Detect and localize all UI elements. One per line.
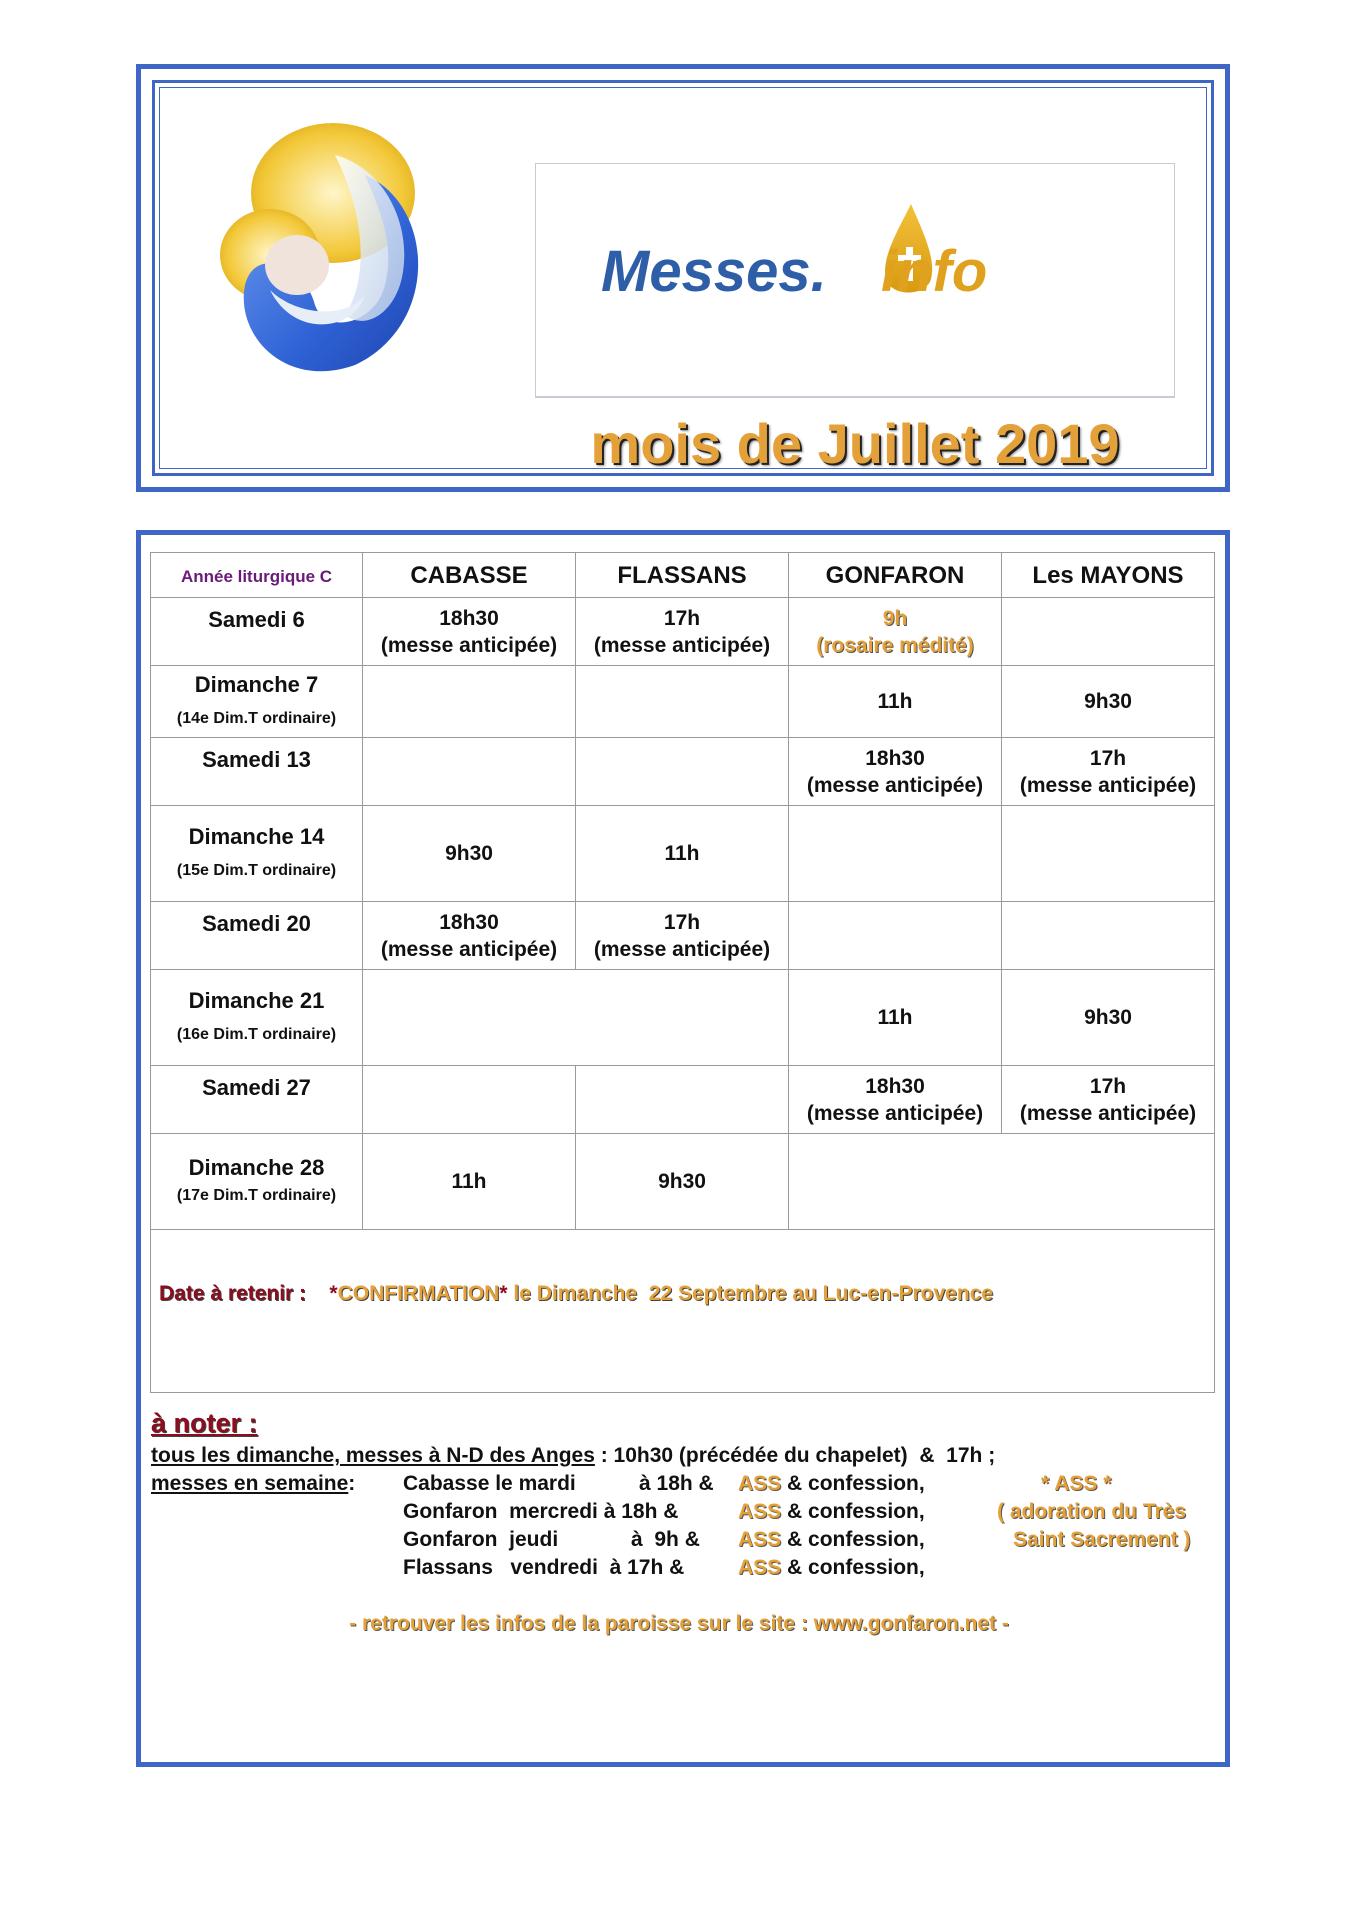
day-cell xyxy=(151,666,363,738)
day-name: Samedi 20 xyxy=(202,911,311,936)
schedule-cell xyxy=(1002,970,1215,1066)
ass-legend-line: Saint Sacrement ) xyxy=(1013,1528,1191,1551)
mass-note: (rosaire médité) xyxy=(816,633,974,657)
table-row xyxy=(151,598,1215,666)
date-note-rest: le Dimanche 22 Septembre au Luc-en-Provence xyxy=(507,1282,994,1305)
day-cell xyxy=(151,970,363,1066)
weekday-row xyxy=(738,1500,925,1524)
day-cell xyxy=(151,1066,363,1134)
sunday-note xyxy=(151,1444,995,1468)
schedule-cell xyxy=(363,738,576,806)
table-row xyxy=(151,666,1215,738)
brand-row xyxy=(536,164,1174,324)
table-row xyxy=(151,1066,1215,1134)
ass-badge: ASS xyxy=(738,1500,782,1523)
brand-box xyxy=(535,163,1175,475)
schedule-cell xyxy=(576,806,789,902)
day-name: Samedi 6 xyxy=(208,607,305,632)
weekday-row xyxy=(403,1472,576,1496)
weekday-time: à 18h & xyxy=(639,1472,714,1495)
day-cell xyxy=(151,598,363,666)
date-note-row xyxy=(151,1230,1215,1393)
weekday-row xyxy=(403,1500,678,1524)
ass-badge: ASS xyxy=(738,1528,782,1551)
mass-note: (messe anticipée) xyxy=(593,633,771,657)
weekday-row xyxy=(738,1556,925,1580)
mass-time: 9h xyxy=(882,606,908,630)
schedule-cell xyxy=(789,738,1002,806)
ass-legend-line: ( adoration du Très xyxy=(997,1500,1187,1523)
schedule-cell xyxy=(1002,902,1215,970)
schedule-cell xyxy=(576,1066,789,1134)
schedule-cell xyxy=(363,598,576,666)
schedule-cell xyxy=(789,1066,1002,1134)
weekday-place: Cabasse le mardi xyxy=(403,1472,576,1495)
header-inner-frame xyxy=(152,80,1214,476)
month-row xyxy=(536,396,1174,496)
weekday-place: Flassans vendredi à 17h & xyxy=(403,1556,685,1579)
brand-suffix-text: info xyxy=(881,239,988,304)
messes-info-logo xyxy=(596,199,1036,304)
mass-note: (messe anticipée) xyxy=(806,773,984,797)
mass-time: 18h30 xyxy=(439,910,499,934)
date-note xyxy=(159,1280,1206,1307)
weekday-colon: : xyxy=(348,1472,356,1495)
notes-title xyxy=(151,1408,258,1439)
date-note-star-close: * xyxy=(499,1282,508,1305)
parish-website-note: - retrouver les infos de la paroisse sur le site : www.gonfaron.net - xyxy=(349,1612,1009,1635)
schedule-cell xyxy=(363,902,576,970)
date-note-star-open: * xyxy=(329,1282,338,1305)
schedule-cell xyxy=(576,738,789,806)
mass-time: 9h30 xyxy=(1084,1006,1132,1029)
day-name: Dimanche 14 xyxy=(188,824,325,849)
schedule-cell xyxy=(363,1066,576,1134)
date-note-event: CONFIRMATION xyxy=(337,1282,500,1305)
weekday-rest: & confession, xyxy=(787,1556,925,1579)
mass-time: 9h30 xyxy=(1084,690,1132,713)
weekday-label-line xyxy=(151,1472,355,1496)
day-name: Dimanche 7 xyxy=(194,672,319,697)
weekday-place: Gonfaron mercredi à 18h & xyxy=(403,1500,679,1523)
weekday-label: messes en semaine xyxy=(151,1472,349,1495)
liturgical-sunday: (16e Dim.T ordinaire) xyxy=(176,1026,337,1043)
weekday-time: à 9h & xyxy=(631,1528,700,1551)
schedule-cell xyxy=(363,970,789,1066)
day-name: Dimanche 21 xyxy=(188,988,325,1013)
mass-note: (messe anticipée) xyxy=(1019,1101,1197,1125)
schedule-cell xyxy=(576,666,789,738)
virgin-mary-logo xyxy=(215,115,435,375)
liturgical-sunday: (17e Dim.T ordinaire) xyxy=(176,1187,337,1204)
mass-time: 17h xyxy=(663,910,701,934)
weekday-row xyxy=(639,1472,714,1496)
mass-time: 18h30 xyxy=(865,746,925,770)
schedule-cell xyxy=(789,902,1002,970)
schedule-cell xyxy=(1002,666,1215,738)
day-cell xyxy=(151,1134,363,1230)
weekday-row xyxy=(403,1528,558,1552)
mass-time: 17h xyxy=(1089,746,1127,770)
table-header-row xyxy=(151,553,1215,598)
mass-time: 11h xyxy=(877,1006,913,1029)
day-name: Samedi 13 xyxy=(202,747,311,772)
sunday-text: : 10h30 (précédée du chapelet) & 17h ; xyxy=(594,1444,996,1467)
schedule-cell xyxy=(1002,598,1215,666)
mass-note: (messe anticipée) xyxy=(380,937,558,961)
day-name: Samedi 27 xyxy=(202,1075,311,1100)
mass-note: (messe anticipée) xyxy=(1019,773,1197,797)
schedule-cell xyxy=(576,902,789,970)
table-row xyxy=(151,738,1215,806)
ass-badge: ASS xyxy=(738,1472,782,1495)
schedule-cell xyxy=(1002,806,1215,902)
mass-note: (messe anticipée) xyxy=(593,937,771,961)
schedule-cell xyxy=(363,666,576,738)
mass-note: (messe anticipée) xyxy=(380,633,558,657)
column-header: CABASSE xyxy=(363,553,576,598)
table-row xyxy=(151,970,1215,1066)
schedule-cell xyxy=(789,666,1002,738)
schedule-cell xyxy=(789,806,1002,902)
column-header: GONFARON xyxy=(789,553,1002,598)
table-row xyxy=(151,1134,1215,1230)
notes-title-text: à noter : xyxy=(151,1408,258,1438)
weekday-place: Gonfaron jeudi xyxy=(403,1528,559,1551)
mass-time: 9h30 xyxy=(445,842,493,865)
mass-time: 17h xyxy=(663,606,701,630)
schedule-cell xyxy=(363,806,576,902)
schedule-cell xyxy=(789,970,1002,1066)
mass-time: 11h xyxy=(664,842,700,865)
date-note-label: Date à retenir : xyxy=(159,1282,307,1305)
schedule-cell xyxy=(789,598,1002,666)
mass-time: 11h xyxy=(451,1170,487,1193)
weekday-row xyxy=(738,1528,925,1552)
weekday-rest: & confession, xyxy=(787,1500,925,1523)
ass-legend-title: * ASS * xyxy=(1041,1472,1112,1495)
schedule-cell xyxy=(1002,1066,1215,1134)
table-row xyxy=(151,806,1215,902)
mass-time: 17h xyxy=(1089,1074,1127,1098)
mass-schedule-table xyxy=(150,552,1215,1393)
day-cell xyxy=(151,738,363,806)
column-header: Les MAYONS xyxy=(1002,553,1215,598)
weekday-row xyxy=(631,1528,700,1552)
schedule-cell xyxy=(789,1134,1215,1230)
table-row xyxy=(151,902,1215,970)
day-cell xyxy=(151,902,363,970)
mass-time: 9h30 xyxy=(658,1170,706,1193)
liturgical-sunday: (14e Dim.T ordinaire) xyxy=(176,710,337,727)
sunday-label: tous les dimanche, messes à N-D des Anges xyxy=(151,1444,595,1467)
mass-time: 18h30 xyxy=(439,606,499,630)
liturgical-sunday: (15e Dim.T ordinaire) xyxy=(176,862,337,879)
liturgical-year-label: Année liturgique C xyxy=(180,566,333,586)
ass-badge: ASS xyxy=(738,1556,782,1579)
header-frame xyxy=(136,64,1230,492)
day-name: Dimanche 28 xyxy=(188,1155,325,1180)
weekday-rest: & confession, xyxy=(787,1528,925,1551)
date-note-cell xyxy=(151,1230,1215,1393)
mass-note: (messe anticipée) xyxy=(806,1101,984,1125)
weekday-row xyxy=(403,1556,684,1580)
weekday-row xyxy=(738,1472,925,1496)
mass-time: 18h30 xyxy=(865,1074,925,1098)
schedule-cell xyxy=(576,1134,789,1230)
month-title: mois de Juillet 2019 xyxy=(590,412,1120,475)
schedule-cell xyxy=(363,1134,576,1230)
liturgical-year-cell xyxy=(151,553,363,598)
mass-time: 11h xyxy=(877,690,913,713)
schedule-cell xyxy=(576,598,789,666)
brand-main-text: Messes. xyxy=(601,239,827,304)
day-cell xyxy=(151,806,363,902)
weekday-rest: & confession, xyxy=(787,1472,925,1495)
schedule-cell xyxy=(1002,738,1215,806)
column-header: FLASSANS xyxy=(576,553,789,598)
